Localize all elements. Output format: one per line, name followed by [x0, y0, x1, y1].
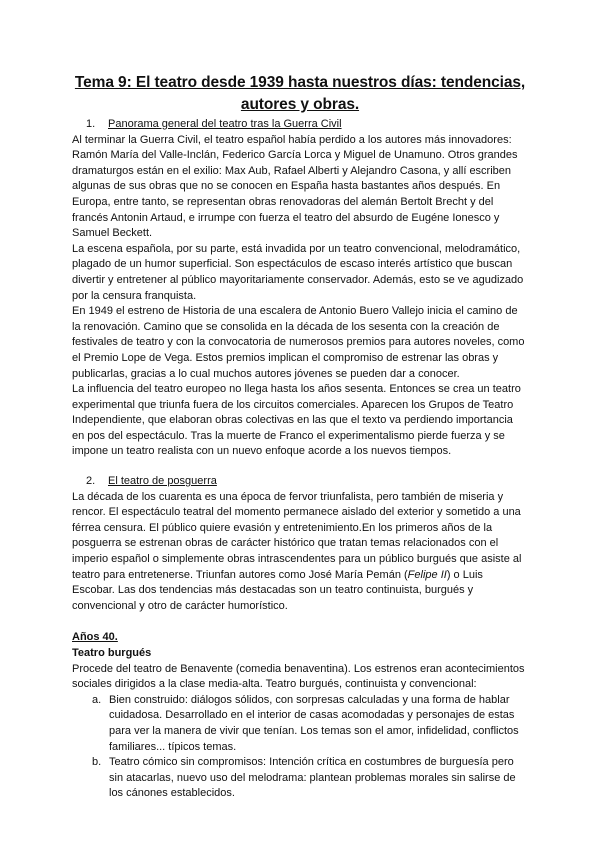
title-line-2: autores y obras.: [240, 96, 360, 113]
list-item: [92, 755, 528, 802]
list-marker: a.: [92, 693, 102, 706]
section-1-paragraph-1: Al terminar la Guerra Civil, el teatro español había perdido a los autores más innovadores: Ramón María del Valle-Inclán, Federico García Lorca y Miguel de Unamuno. Otros grandes dramaturgos están en el exilio: Max Aub, Rafael Alberti y Alejandro Casona, y allí escriben algunas de sus obras que no se conocen en España hasta bastantes años después. En Europa, entre tanto, se representan obras renovadoras del alemán Bertolt Brecht y del francés Antonin Artaud, e irrumpe con fuerza el teatro del absurdo de Eugéne Ionesco y Samuel Beckett.: [72, 133, 518, 240]
section-3-intro: Procede del teatro de Benavente (comedia benaventina). Los estrenos eran acontecimientos sociales dirigidos a la clase media-alta. Teatro burgués, continuista y convencional:: [72, 662, 525, 691]
section-2-number: 2.: [86, 475, 96, 488]
section-1-heading: [86, 117, 528, 133]
section-2-text-b: ) o Luis Escobar. Las dos tendencias más destacadas son un teatro continuista, burgués y convencional y otro de carácter humorístico.: [72, 568, 483, 612]
section-2-italic-title: Felipe II: [407, 568, 447, 581]
spacer: [72, 460, 528, 474]
list-item-text: Bien construido: diálogos sólidos, con sorpresas calculadas y una forma de hablar cuidadosa. Desarrollado en el interior de casas acomodadas y personajes de estas para ver la manera de vivir que tenían. Los temas son el amor, infidelidad, conflictos familiares... típicos temas.: [109, 693, 519, 753]
title-line-1: Tema 9: El teatro desde 1939 hasta nuestros días: tendencias,: [74, 74, 526, 91]
section-1-number: 1.: [86, 118, 96, 130]
spacer: [72, 614, 528, 630]
section-3-heading: Años 40.: [72, 631, 118, 644]
list-marker: b.: [92, 756, 102, 769]
list-item-text: Teatro cómico sin compromisos: Intención crítica en costumbres de burguesía pero sin atacarlas, nuevo uso del melodrama: plantean problemas morales sin salirse de los cánones establecidos.: [109, 756, 516, 800]
section-2-title: El teatro de posguerra: [108, 475, 217, 488]
section-1-paragraph-4: La influencia del teatro europeo no llega hasta los años sesenta. Entonces se crea un teatro experimental que triunfa fuera de los circuitos comerciales. Aparecen los Grupos de Teatro Independiente, que elaboran obras colectivas en las que el texto va perdiendo importancia en pos del espectáculo. Tras la muerte de Franco el experimentalismo pierde fuerza y se impone un teatro realista con un nuevo enfoque acorde a los nuevos tiempos.: [72, 383, 521, 458]
section-2-paragraph: [72, 490, 528, 615]
section-1-paragraph-3: En 1949 el estreno de Historia de una escalera de Antonio Buero Vallejo inicia el camino de la renovación. Camino que se consolida en la década de los sesenta con la creación de festivales de teatro y con la convocatoria de numerosos premios para autores noveles, como el Premio Lope de Vega. Estos premios implican el compromiso de estrenar las obras y publicarlas, gracias a lo cual muchos autores jóvenes se pueden dar a conocer.: [72, 305, 525, 380]
section-3-list: [72, 693, 528, 802]
section-3-subheading: Teatro burgués: [72, 647, 152, 659]
section-2-text-a: La década de los cuarenta es una época de fervor triunfalista, pero también de miseria y rencor. El espectáculo teatral del momento permanece aislado del exterior y sometido a una férrea censura. El público quiere evasión y entretenimiento.En los primeros años de la posguerra se estrenan obras de carácter histórico que tratan temas relacionados con el imperio español o simplemente obras intrascendentes para un público burgués que asiste al teatro para entretenerse. Triunfan autores como José María Pemán (: [72, 490, 522, 581]
section-1-paragraph-2: La escena española, por su parte, está invadida por un teatro convencional, melodramático, plagado de un humor superficial. Son espectáculos de escaso interés artístico que buscan divertir y entretener al público mayoritariamente conservador. Además, esto se ve agudizado por la censura franquista.: [72, 242, 524, 302]
section-1-title: Panorama general del teatro tras la Guerra Civil: [108, 118, 342, 130]
list-item: [92, 693, 528, 755]
page-title: [72, 72, 528, 116]
section-2-heading: [86, 474, 528, 490]
